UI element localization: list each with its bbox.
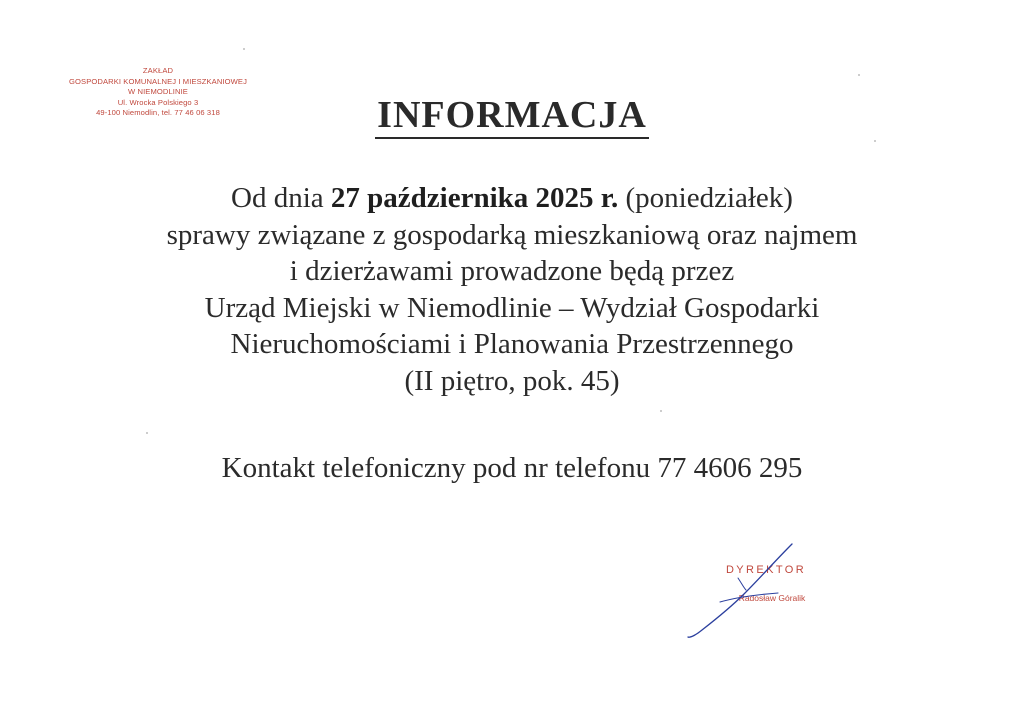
body-line-1-pre: Od dnia <box>231 182 331 214</box>
stamp-line-5: 49-100 Niemodlin, tel. 77 46 06 318 <box>96 108 220 118</box>
notice-body <box>0 180 1024 399</box>
stamp-line-2: GOSPODARKI KOMUNALNEJ I MIESZKANIOWEJ <box>69 76 247 86</box>
contact-line: Kontakt telefoniczny pod nr telefonu 77 4606 295 <box>221 452 803 484</box>
handwritten-signature <box>680 538 800 642</box>
document-title-wrapper <box>0 93 1024 139</box>
director-title: DYREKTOR <box>725 564 807 576</box>
scan-speck <box>874 140 876 142</box>
body-line-4: Urząd Miejski w Niemodlinie – Wydział Gospodarki <box>204 291 820 324</box>
director-name: Radosław Góralik <box>738 593 806 603</box>
scan-speck <box>660 410 662 412</box>
body-line-5: Nieruchomościami i Planowania Przestrzennego <box>230 328 794 360</box>
scan-speck <box>146 432 148 434</box>
body-line-1 <box>0 180 1024 217</box>
effective-date: 27 października 2025 r. <box>330 182 619 214</box>
scan-speck <box>243 48 245 50</box>
stamp-line-3: W NIEMODLINIE <box>128 87 188 97</box>
stamp-line-1: ZAKŁAD <box>142 66 174 75</box>
scan-speck <box>858 74 860 76</box>
stamp-line-4: Ul. Wrocka Polskiego 3 <box>117 97 199 107</box>
body-line-1-post: (poniedziałek) <box>618 182 793 214</box>
document-title: INFORMACJA <box>375 93 649 139</box>
body-line-6: (II piętro, pok. 45) <box>404 364 620 397</box>
body-line-3: i dzierżawami prowadzone będą przez <box>289 255 735 287</box>
body-line-2: sprawy związane z gospodarką mieszkaniową oraz najmem <box>166 218 858 251</box>
